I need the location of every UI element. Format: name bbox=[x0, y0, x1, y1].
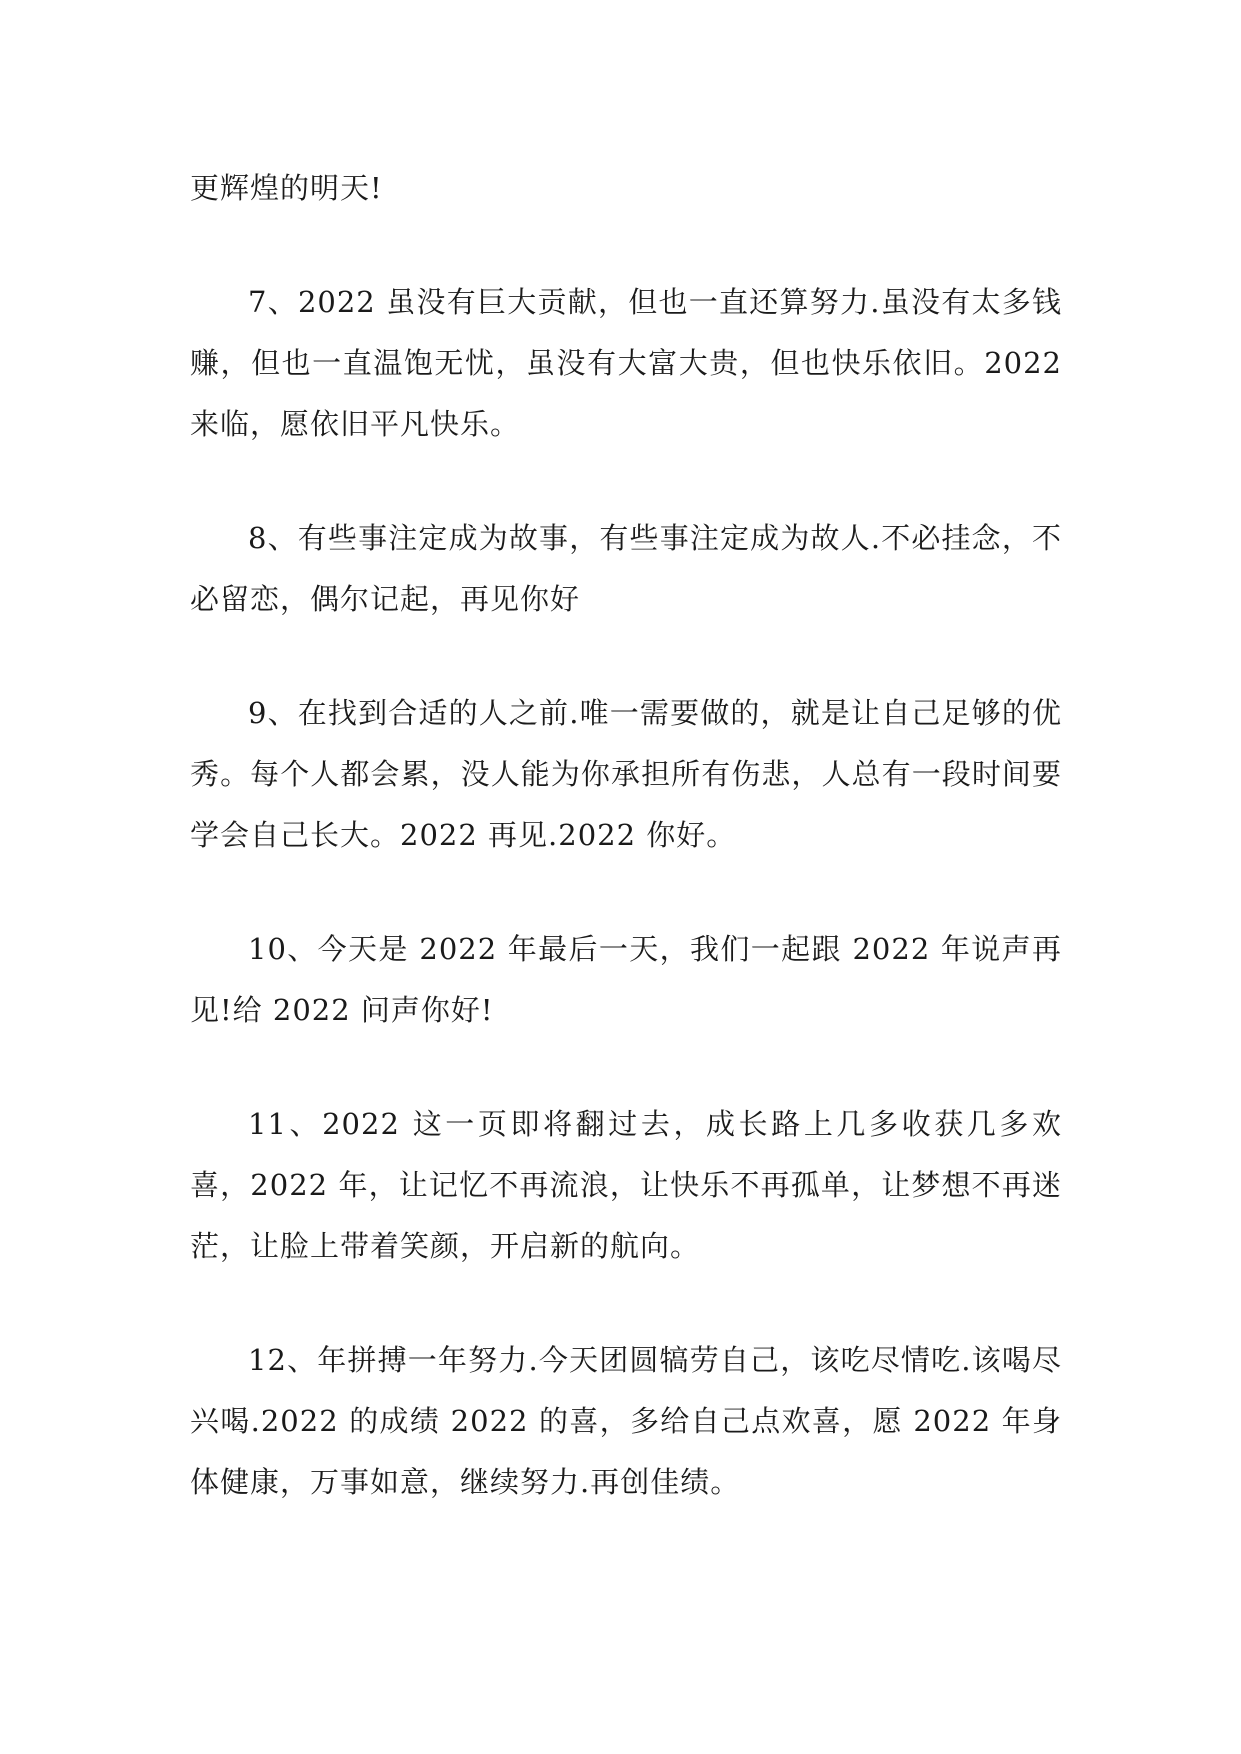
paragraph-item-9: 9、在找到合适的人之前.唯一需要做的，就是让自己足够的优秀。每个人都会累，没人能为你承担所有伤悲，人总有一段时间要学会自己长大。2022 再见.2022 你好。 bbox=[190, 696, 1062, 852]
paragraph-item-8: 8、有些事注定成为故事，有些事注定成为故人.不必挂念，不必留恋，偶尔记起，再见你好 bbox=[190, 521, 1062, 616]
paragraph-item-12: 12、年拼搏一年努力.今天团圆犒劳自己，该吃尽情吃.该喝尽兴喝.2022 的成绩 2022 的喜，多给自己点欢喜，愿 2022 年身体健康，万事如意，继续努力.再创佳绩。 bbox=[190, 1343, 1062, 1499]
paragraph-item-10: 10、今天是 2022 年最后一天，我们一起跟 2022 年说声再见!给 2022 问声你好! bbox=[190, 932, 1062, 1027]
document-body bbox=[190, 158, 1062, 1566]
paragraph-item-7: 7、2022 虽没有巨大贡献，但也一直还算努力.虽没有太多钱赚，但也一直温饱无忧，虽没有大富大贵，但也快乐依旧。2022 来临，愿依旧平凡快乐。 bbox=[190, 285, 1062, 441]
paragraph-item-11: 11、2022 这一页即将翻过去，成长路上几多收获几多欢喜，2022 年，让记忆不再流浪，让快乐不再孤单，让梦想不再迷茫，让脸上带着笑颜，开启新的航向。 bbox=[190, 1107, 1062, 1263]
paragraph-continuation: 更辉煌的明天! bbox=[190, 171, 383, 205]
